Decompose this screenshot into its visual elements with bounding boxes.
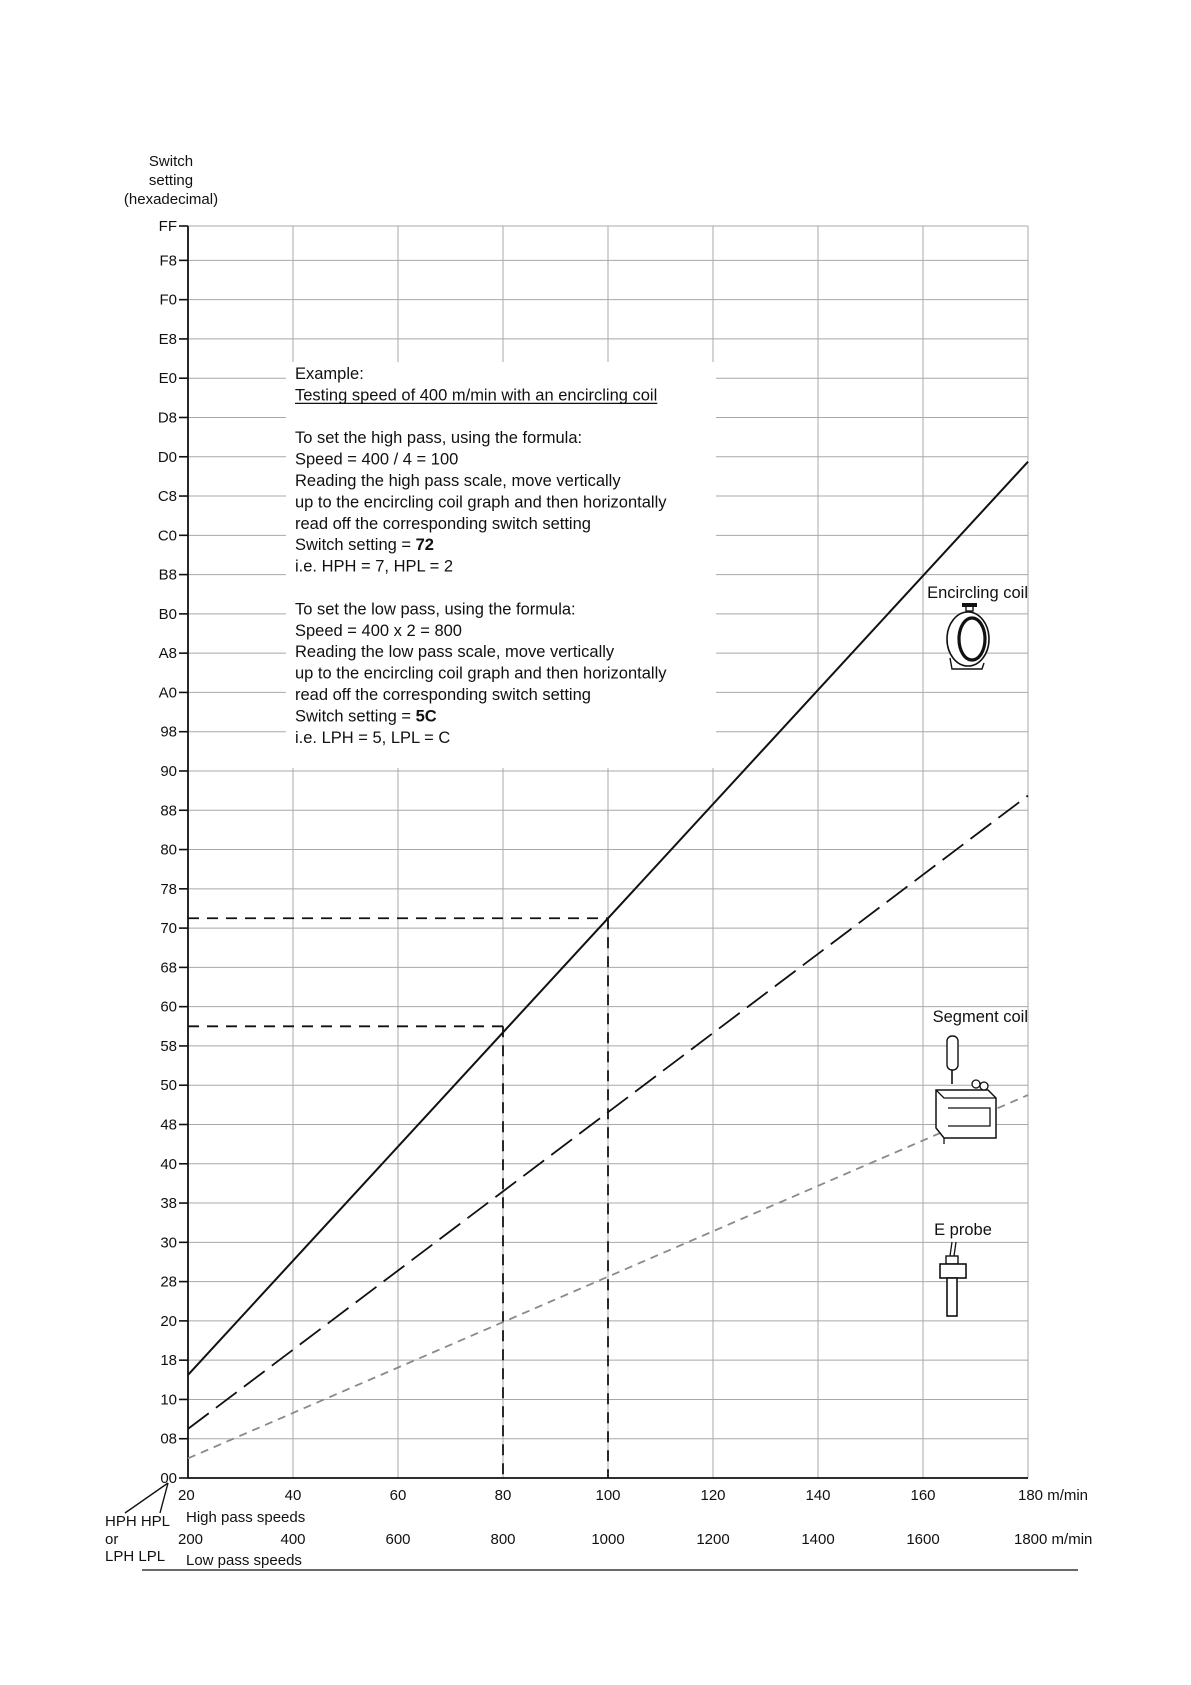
y-axis-title: Switch bbox=[148, 153, 194, 170]
x-high-tick-label: 160 bbox=[910, 1487, 936, 1504]
y-tick-label: 60 bbox=[160, 998, 177, 1016]
legend-low-pass-speeds: Low pass speeds bbox=[186, 1552, 302, 1569]
e-probe-icon bbox=[940, 1242, 966, 1316]
y-tick-label: 30 bbox=[160, 1234, 177, 1252]
segment-coil-icon bbox=[936, 1036, 996, 1144]
y-tick-label: FF bbox=[158, 218, 177, 235]
coil-connector-top bbox=[962, 603, 977, 607]
y-tick-label: A0 bbox=[158, 684, 177, 702]
x-high-tick-label: 60 bbox=[389, 1487, 407, 1504]
x-high-tick-label: 40 bbox=[284, 1487, 302, 1504]
x-low-tick-label: 1200 bbox=[696, 1531, 730, 1548]
probe-cap bbox=[946, 1256, 958, 1264]
y-tick-label: D0 bbox=[157, 448, 177, 466]
x-low-tick-label: 200 bbox=[178, 1531, 204, 1548]
legend-hph-hpl: HPH HPL bbox=[105, 1513, 171, 1530]
note-line: up to the encircling coil graph and then horizontally bbox=[295, 664, 667, 683]
note-line: up to the encircling coil graph and then horizontally bbox=[295, 493, 667, 512]
note-line: read off the corresponding switch setting bbox=[295, 686, 591, 704]
legend-or: or bbox=[105, 1531, 119, 1548]
coil-inner bbox=[959, 618, 985, 660]
y-tick-label: 48 bbox=[160, 1116, 177, 1134]
note-line: To set the high pass, using the formula: bbox=[295, 429, 583, 448]
y-tick-label: 98 bbox=[160, 723, 177, 741]
series-label-segment-coil: Segment coil bbox=[932, 1008, 1028, 1026]
x-high-tick-label: 140 bbox=[805, 1487, 831, 1504]
x-low-tick-label: 1000 bbox=[591, 1531, 625, 1548]
segment-handle bbox=[947, 1036, 958, 1070]
x-high-tick-label: 180 m/min bbox=[1018, 1487, 1089, 1504]
note-line: Example: bbox=[295, 365, 364, 383]
y-tick-label: 20 bbox=[160, 1312, 177, 1330]
probe-cable-1 bbox=[950, 1242, 952, 1256]
note-line: Reading the high pass scale, move vertically bbox=[295, 472, 621, 490]
x-low-tick-label: 1800 m/min bbox=[1014, 1531, 1093, 1548]
x-low-tick-label: 1600 bbox=[906, 1531, 940, 1548]
y-tick-label: 28 bbox=[160, 1273, 177, 1291]
y-tick-label: C0 bbox=[157, 527, 177, 545]
series-label-encircling-coil: Encircling coil bbox=[927, 584, 1028, 602]
y-tick-label: 88 bbox=[160, 802, 177, 820]
note-line: Switch setting = 72 bbox=[295, 536, 434, 555]
segment-body bbox=[936, 1090, 996, 1138]
y-tick-label: 78 bbox=[160, 880, 177, 898]
note-line: Speed = 400 x 2 = 800 bbox=[295, 621, 462, 640]
y-tick-label: B0 bbox=[158, 605, 177, 623]
y-tick-label: 50 bbox=[160, 1077, 177, 1095]
probe-shaft bbox=[947, 1278, 957, 1316]
y-tick-label: 68 bbox=[160, 959, 177, 977]
note-line: read off the corresponding switch setting bbox=[295, 514, 591, 533]
series-label-e-probe: E probe bbox=[934, 1221, 992, 1239]
y-tick-label: A8 bbox=[158, 645, 177, 663]
y-tick-label: 70 bbox=[160, 920, 177, 938]
x-high-tick-label: 80 bbox=[494, 1487, 512, 1504]
x-high-tick-label: 20 bbox=[178, 1487, 195, 1504]
probe-icons bbox=[936, 603, 996, 1316]
x-high-tick-label: 120 bbox=[700, 1487, 726, 1504]
note-line: Switch setting = 5C bbox=[295, 707, 437, 726]
legend-lph-lpl: LPH LPL bbox=[105, 1548, 166, 1565]
note-line: Speed = 400 / 4 = 100 bbox=[295, 450, 459, 469]
y-tick-label: 00 bbox=[160, 1470, 177, 1487]
y-tick-label: 18 bbox=[160, 1352, 177, 1370]
x-high-tick-label: 100 bbox=[595, 1487, 621, 1504]
y-axis-title: setting bbox=[148, 172, 194, 189]
x-low-tick-label: 1400 bbox=[801, 1531, 835, 1548]
x-low-tick-label: 600 bbox=[385, 1531, 411, 1548]
note-line: To set the low pass, using the formula: bbox=[295, 600, 576, 619]
y-axis-title: (hexadecimal) bbox=[123, 191, 219, 208]
y-tick-label: F0 bbox=[159, 291, 177, 309]
probe-cable-2 bbox=[954, 1242, 956, 1256]
y-tick-label: C8 bbox=[157, 488, 177, 506]
y-tick-label: 80 bbox=[160, 841, 177, 859]
x-low-tick-label: 800 bbox=[490, 1531, 516, 1548]
note-line: i.e. LPH = 5, LPL = C bbox=[295, 728, 451, 747]
y-tick-label: B8 bbox=[158, 566, 177, 584]
y-tick-label: E0 bbox=[158, 370, 177, 388]
y-tick-label: 08 bbox=[160, 1430, 177, 1448]
note-line: Testing speed of 400 m/min with an encircling coil bbox=[295, 386, 658, 405]
probe-head bbox=[940, 1264, 966, 1278]
x-low-tick-label: 400 bbox=[280, 1531, 306, 1548]
y-tick-label: 10 bbox=[160, 1391, 177, 1409]
note-line: Reading the low pass scale, move vertically bbox=[295, 643, 615, 662]
segment-knob-1 bbox=[972, 1080, 980, 1088]
y-tick-label: 90 bbox=[160, 762, 177, 780]
y-tick-label: D8 bbox=[157, 409, 177, 427]
y-tick-label: 58 bbox=[160, 1037, 177, 1055]
y-tick-label: 40 bbox=[160, 1155, 177, 1173]
y-tick-label: E8 bbox=[158, 330, 177, 348]
y-tick-label: 38 bbox=[160, 1195, 177, 1213]
y-tick-label: F8 bbox=[159, 252, 177, 270]
segment-knob-2 bbox=[980, 1082, 988, 1090]
note-line: i.e. HPH = 7, HPL = 2 bbox=[295, 557, 454, 576]
encircling-coil-icon bbox=[947, 603, 989, 669]
example-note bbox=[286, 362, 716, 768]
legend-high-pass-speeds: High pass speeds bbox=[186, 1509, 306, 1526]
